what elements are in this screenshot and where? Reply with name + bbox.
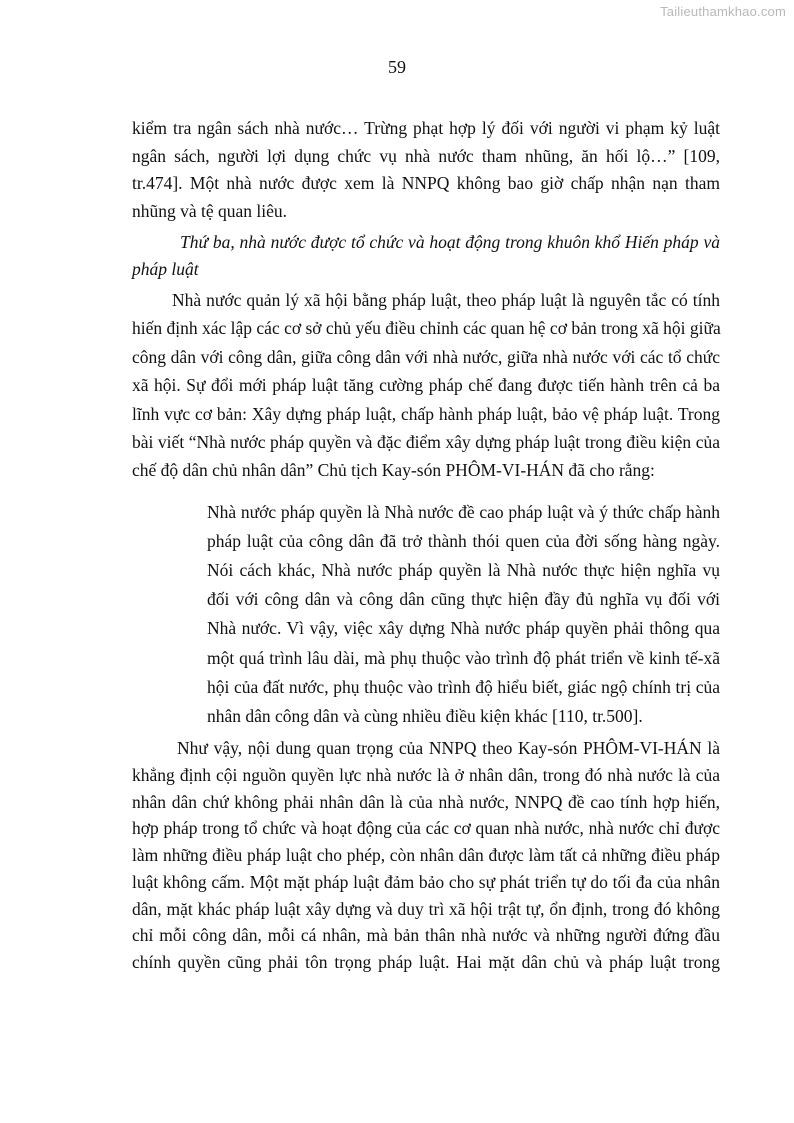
text-line: Nói cách khác, Nhà nước pháp quyền là Nhà nước thực hiện nghĩa vụ (207, 560, 720, 581)
text-line: lĩnh vực cơ bản: Xây dựng pháp luật, chấp hành pháp luật, bảo vệ pháp luật. Trong (132, 403, 720, 424)
text-line: pháp luật của công dân đã trở thành thói quen của đời sống hàng ngày. (207, 531, 720, 552)
text-line: tr.474]. Một nhà nước được xem là NNPQ không bao giờ chấp nhận nạn tham (132, 173, 720, 194)
text-line: khẳng định cội nguồn quyền lực nhà nước là ở nhân dân, trong đó nhà nước là của (132, 764, 720, 785)
text-line: chỉ mỗi công dân, mỗi cá nhân, mà bản thân nhà nước và những người đứng đầu (132, 925, 720, 946)
text-line: hiến định xác lập các cơ sở chủ yếu điều chỉnh các quan hệ cơ bản trong xã hội giữa (132, 318, 721, 339)
page-number: 59 (388, 57, 406, 77)
text-line: xã hội. Sự đổi mới pháp luật tăng cường pháp chế đang được tiến hành trên cả ba (132, 375, 720, 396)
text-line: kiểm tra ngân sách nhà nước… Trừng phạt hợp lý đối với người vi phạm kỷ luật (132, 118, 720, 138)
text-line: Nhà nước. Vì vậy, việc xây dựng Nhà nước pháp quyền phải thông qua (207, 618, 720, 639)
text-line: hội của đất nước, phụ thuộc vào trình độ hiểu biết, giác ngộ chính trị của (207, 676, 720, 697)
text-line: nhân dân chứ không phải nhân dân là của nhà nước, NNPQ đề cao tính hợp hiến, (132, 791, 720, 812)
text-line: dân, mặt khác pháp luật xây dựng và duy trì xã hội trật tự, ổn định, trong đó không (132, 898, 720, 919)
text-line: nhân dân công dân và cùng nhiều điều kiện khác [110, tr.500]. (207, 705, 643, 726)
text-line: chế độ dân chủ nhân dân” Chủ tịch Kay-són PHÔM-VI-HÁN đã cho rằng: (132, 460, 655, 481)
text-line: công dân với công dân, giữa công dân với nhà nước, giữa nhà nước với các tổ chức (132, 346, 720, 367)
text-line: luật không cấm. Một mặt pháp luật đảm bảo cho sự phát triển tự do tối đa của nhân (132, 871, 720, 892)
text-line: Nhà nước pháp quyền là Nhà nước đề cao pháp luật và ý thức chấp hành (207, 502, 720, 522)
watermark: Tailieuthamkhao.com (660, 4, 786, 19)
text-line: bài viết “Nhà nước pháp quyền và đặc điểm xây dựng pháp luật trong điều kiện của (132, 432, 720, 452)
text-line: hợp pháp trong tổ chức và hoạt động của các cơ quan nhà nước, nhà nước chỉ được (132, 818, 720, 839)
text-line: chính quyền cũng phải tôn trọng pháp luật. Hai mặt dân chủ và pháp luật trong (132, 952, 720, 972)
text-line: làm những điều pháp luật cho phép, còn nhân dân được làm tất cả những điều pháp (132, 845, 720, 865)
text-line: Như vậy, nội dung quan trọng của NNPQ theo Kay-són PHÔM-VI-HÁN là (177, 738, 720, 758)
text-line: đối với công dân và công dân cũng thực hiện đầy đủ nghĩa vụ đối với (207, 589, 720, 610)
text-line: một quá trình lâu dài, mà phụ thuộc vào trình độ phát triển về kinh tế-xã (207, 647, 720, 668)
text-line: Thứ ba, nhà nước được tổ chức và hoạt động trong khuôn khổ Hiến pháp và (180, 232, 720, 252)
text-line: ngân sách, người lợi dụng chức vụ nhà nước tham nhũng, ăn hối lộ…” [109, (132, 145, 720, 166)
text-line: Nhà nước quản lý xã hội bằng pháp luật, theo pháp luật là nguyên tắc có tính (172, 290, 720, 310)
text-line: nhũng và tệ quan liêu. (132, 201, 288, 222)
text-line: pháp luật (132, 259, 199, 279)
